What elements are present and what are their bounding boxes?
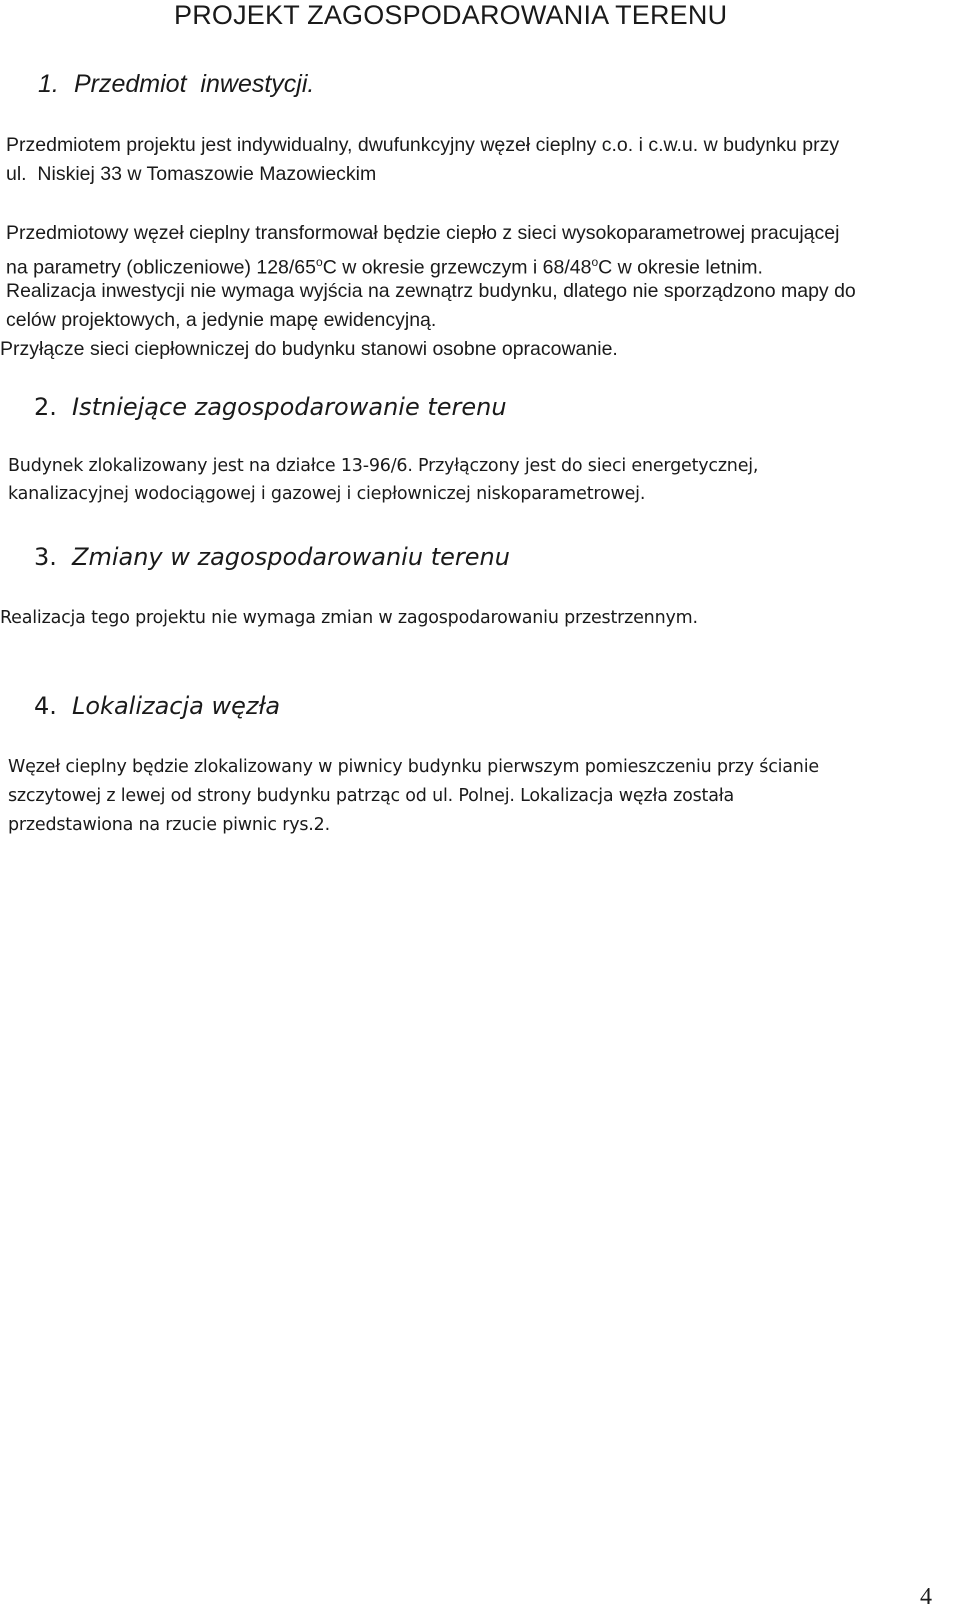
section-1-paragraph-1-line-2: ul. Niskiej 33 w Tomaszowie Mazowieckim (6, 163, 377, 185)
section-2-heading (34, 393, 507, 421)
section-1-heading (38, 70, 314, 99)
section-2-line-2: kanalizacyjnej wodociągowej i gazowej i ciepłowniczej niskoparametrowej. (8, 484, 646, 504)
section-2-number: 2. (34, 393, 57, 421)
section-4-heading (34, 692, 280, 720)
section-1-paragraph-2-line-1: Przedmiotowy węzeł cieplny transformował będzie ciepło z sieci wysokoparametrowej pracującej (6, 222, 840, 244)
section-1-title: Przedmiot inwestycji. (74, 70, 315, 98)
section-1-paragraph-3-line-1: Realizacja inwestycji nie wymaga wyjścia na zewnątrz budynku, dlatego nie sporządzono mapy do (6, 280, 856, 302)
section-2-title: Istniejące zagospodarowanie terenu (72, 393, 507, 421)
section-1-number: 1. (38, 70, 59, 98)
degree-mark: o (591, 255, 599, 269)
document-title: PROJEKT ZAGOSPODAROWANIA TERENU (174, 0, 728, 30)
section-3-title: Zmiany w zagospodarowaniu terenu (72, 543, 510, 571)
temperature-winter-text: na parametry (obliczeniowe) 128/65 (6, 256, 317, 279)
summer-season-text: C w okresie letnim. (598, 256, 763, 279)
section-4-number: 4. (34, 692, 57, 720)
section-1-paragraph-1-line-1: Przedmiotem projektu jest indywidualny, dwufunkcyjny węzeł cieplny c.o. i c.w.u. w budynku przy (6, 134, 840, 156)
degree-mark: o (316, 255, 323, 269)
section-1-paragraph-4: Przyłącze sieci ciepłowniczej do budynku stanowi osobne opracowanie. (0, 338, 618, 360)
section-4-line-3: przedstawiona na rzucie piwnic rys.2. (8, 815, 330, 835)
section-4-line-2: szczytowej z lewej od strony budynku patrząc od ul. Polnej. Lokalizacja węzła została (8, 786, 735, 806)
section-3-heading (34, 543, 510, 571)
page-number: 4 (920, 1584, 932, 1610)
section-4-line-1: Węzeł cieplny będzie zlokalizowany w piwnicy budynku pierwszym pomieszczeniu przy ścianie (8, 757, 819, 777)
temperature-summer-text: C w okresie grzewczym i 68/48 (322, 256, 592, 279)
section-3-number: 3. (34, 543, 57, 571)
section-4-title: Lokalizacja węzła (72, 692, 281, 720)
section-1-paragraph-3-line-2: celów projektowych, a jedynie mapę ewidencyjną. (6, 309, 437, 331)
section-3-line-1: Realizacja tego projektu nie wymaga zmian w zagospodarowaniu przestrzennym. (0, 608, 698, 628)
section-2-line-1: Budynek zlokalizowany jest na działce 13-96/6. Przyłączony jest do sieci energetycznej, (8, 456, 759, 476)
